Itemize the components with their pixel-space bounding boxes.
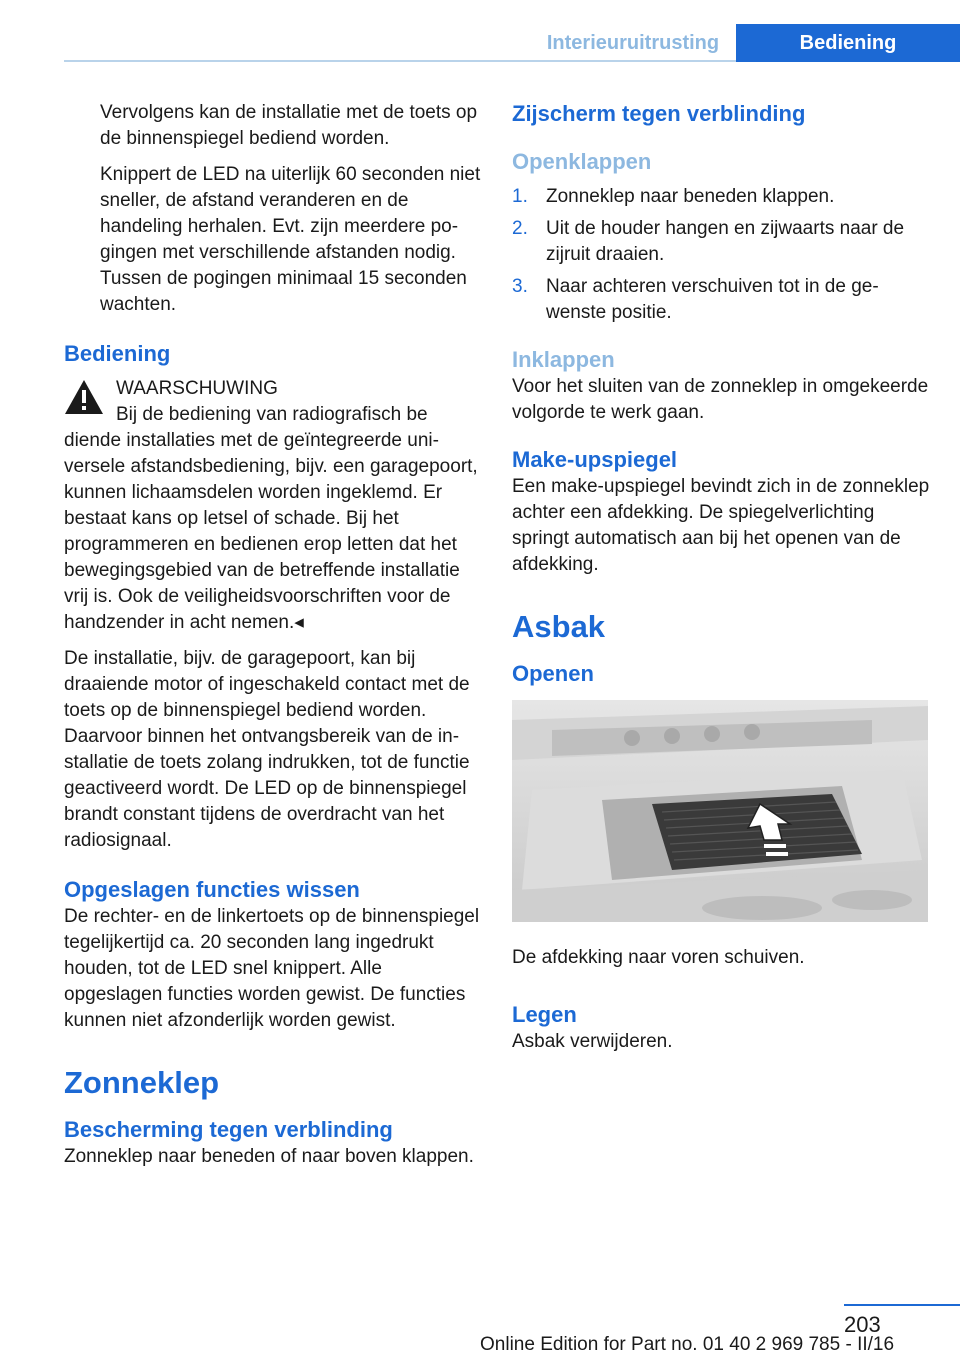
paragraph-vervolgens: Vervolgens kan de installatie met de toets op de binnenspiegel bediend worden. — [100, 102, 478, 149]
list-item — [512, 274, 930, 326]
heading-make-upspiegel: Make-upspiegel — [512, 447, 678, 472]
right-column — [512, 100, 930, 1065]
heading-bediening: Bediening — [64, 341, 171, 366]
heading-asbak: Asbak — [512, 609, 606, 644]
heading-zijscherm-tegen-verblinding: Zijscherm tegen verblinding — [512, 101, 806, 126]
paragraph-make-upspiegel: Een make-upspiegel bevindt zich in de zonneklep achter een afdekking. De spiegelverlichting springt automatisch aan bij het openen van de afdekking. — [512, 476, 930, 575]
left-column — [64, 100, 482, 1180]
ashtray-photo — [512, 700, 928, 922]
heading-bescherming-tegen-verblinding: Bescherming tegen verblinding — [64, 1117, 393, 1142]
header-tab-bediening[interactable]: Bediening — [736, 24, 960, 62]
footer-edition-text: Online Edition for Part no. 01 40 2 969 785 - II/16 — [480, 1334, 895, 1355]
step-text: Uit de houder hangen en zijwaarts naar de zijruit draaien. — [546, 218, 905, 265]
header-tab-interieuruitrusting[interactable]: Interieuruitrusting — [546, 32, 720, 54]
paragraph-knippert: Knippert de LED na uiterlijk 60 seconden niet sneller, de afstand veranderen en de handeling herhalen. Evt. zijn meerdere pogingen met verschillende afstanden nodig. Tussen de pogingen minimaal 15 seconden wachten. — [100, 164, 481, 315]
warning-first-line: Bij de bediening van radiografisch be — [116, 404, 428, 425]
heading-inklappen: Inklappen — [512, 347, 615, 372]
heading-legen: Legen — [512, 1002, 577, 1027]
heading-zonneklep: Zonneklep — [64, 1065, 220, 1100]
paragraph-zonneklep: Zonneklep naar beneden of naar boven klappen. — [64, 1146, 474, 1167]
paragraph-legen: Asbak verwijderen. — [512, 1031, 673, 1052]
step-text: Zonneklep naar beneden klappen. — [546, 186, 835, 207]
heading-openen: Openen — [512, 661, 594, 686]
footer-rule — [844, 1304, 960, 1306]
warning-block — [64, 376, 482, 636]
openklappen-steps — [512, 184, 930, 326]
warning-title: WAARSCHUWING — [116, 378, 278, 399]
step-number: 1. — [512, 186, 528, 207]
list-item — [512, 184, 930, 210]
warning-text: diende installaties met de geïntegreerde universele afstandsbediening, bijv. een garagepoort, kunnen lichaamsdelen worden ingeklemd. Er bestaat kans op letsel of schade. Bij het programmeren en bedienen erop letten dat het bewegingsgebied van de betreffende installatie vrij is. Ook de veiligheidsvoorschriften voor de handzender in acht nemen.◂ — [64, 430, 478, 633]
heading-openklappen: Openklappen — [512, 149, 652, 174]
step-number: 3. — [512, 276, 528, 297]
paragraph-inklappen: Voor het sluiten van de zonneklep in omgekeerde volgorde te werk gaan. — [512, 376, 929, 423]
step-number: 2. — [512, 218, 528, 239]
heading-opgeslagen-functies-wissen: Opgeslagen functies wissen — [64, 877, 360, 902]
step-text: Naar achteren verschuiven tot in de gewenste positie. — [546, 276, 879, 323]
paragraph-openen: De afdekking naar voren schuiven. — [512, 947, 805, 968]
paragraph-wissen: De rechter- en de linkertoets op de binnenspiegel tegelijkertijd ca. 20 seconden lang ingedrukt houden, tot de LED snel knippert. Alle opgeslagen functies worden gewist. De functies kunnen niet afzonderlijk worden gewist. — [64, 906, 480, 1031]
list-item — [512, 216, 930, 268]
paragraph-installatie: De installatie, bijv. de garagepoort, kan bij draaiende motor of ingeschakeld contact met de toets op de binnenspiegel bediend worden. Daarvoor binnen het ontvangsbereik van de installatie de toets zolang indrukken, tot de functie geactiveerd wordt. De LED op de binnenspiegel brandt constant tijdens de overdracht van het radiosignaal. — [64, 648, 470, 851]
page-number: 203 — [844, 1312, 881, 1337]
warning-triangle-icon — [64, 378, 104, 416]
